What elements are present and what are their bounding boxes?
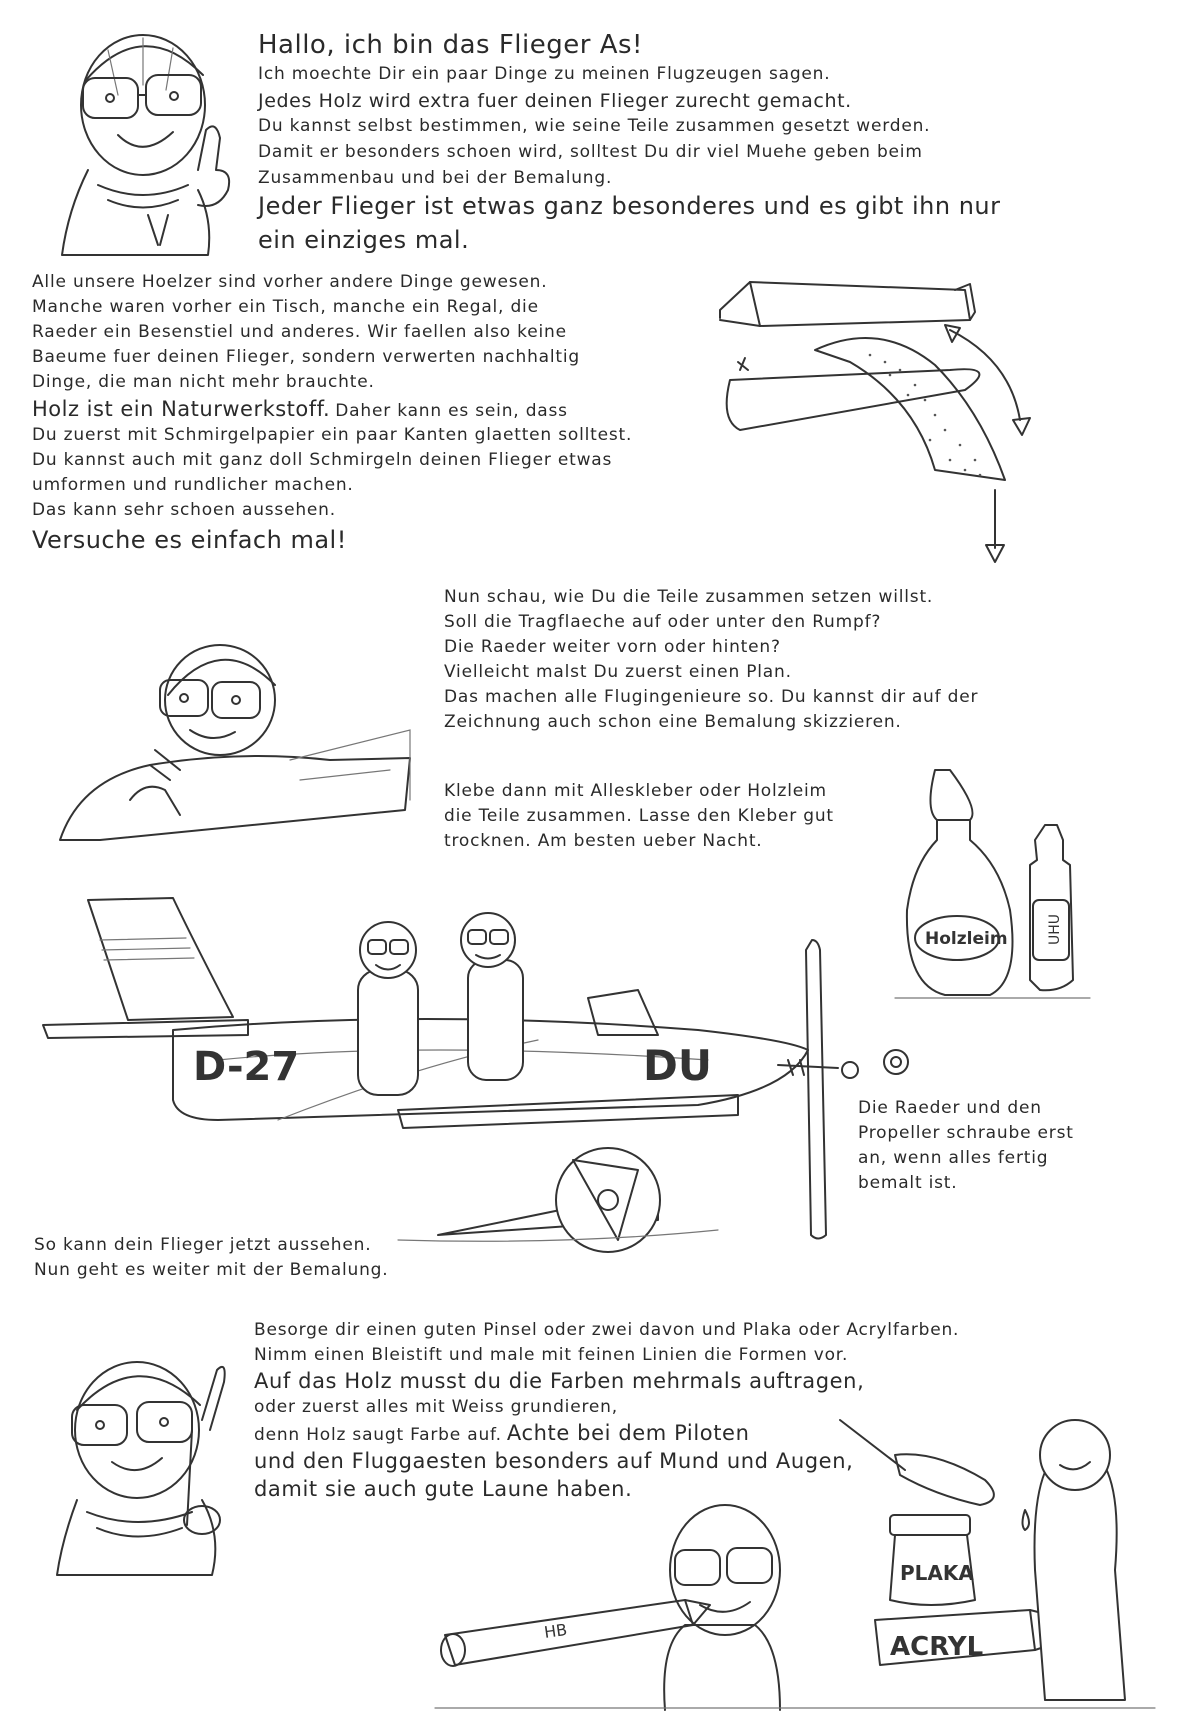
paint-supplies-icon	[435, 1410, 1155, 1710]
wood-line: Dinge, die man nicht mehr brauchte.	[32, 372, 375, 392]
plan-block	[444, 587, 978, 732]
material-head: Holz ist ein Naturwerkstoff.	[32, 397, 331, 421]
sanding-illustration	[720, 270, 1090, 570]
glue-tube-label: UHU	[1047, 913, 1063, 945]
material-line	[32, 397, 632, 421]
wheels-note-line: Die Raeder und den	[858, 1098, 1042, 1118]
sanding-line: Das kann sehr schoen aussehen.	[32, 500, 336, 520]
intro-highlight: ein einziges mal.	[258, 226, 470, 254]
paint-line: damit sie auch gute Laune haben.	[254, 1477, 633, 1501]
intro-line: Damit er besonders schoen wird, solltest Du dir viel Muehe geben beim	[258, 142, 923, 162]
wood-line: Raeder ein Besenstiel und anderes. Wir faellen also keine	[32, 322, 567, 342]
paint-line-b: Achte bei dem Piloten	[506, 1421, 750, 1445]
glue-bottle-label: Holzleim	[925, 929, 1008, 949]
plan-line: Die Raeder weiter vorn oder hinten?	[444, 637, 781, 657]
plan-line: Das machen alle Flugingenieure so. Du kannst dir auf der	[444, 687, 979, 707]
try-it: Versuche es einfach mal!	[32, 526, 347, 554]
sanding-line: Du zuerst mit Schmirgelpapier ein paar Kanten glaetten solltest.	[32, 425, 633, 445]
paint-line-a: denn Holz saugt Farbe auf.	[254, 1425, 502, 1445]
acryl-label: ACRYL	[890, 1632, 984, 1662]
glue-line: die Teile zusammen. Lasse den Kleber gut	[444, 806, 834, 826]
plan-line: Nun schau, wie Du die Teile zusammen setzen willst.	[444, 587, 934, 607]
sanding-line: Du kannst auch mit ganz doll Schmirgeln deinen Flieger etwas	[32, 450, 613, 470]
material-rest: Daher kann es sein, dass	[335, 401, 568, 421]
wood-line: Alle unsere Hoelzer sind vorher andere Dinge gewesen.	[32, 272, 548, 292]
paint-line: Nimm einen Bleistift und male mit feinen Linien die Formen vor.	[254, 1345, 849, 1365]
pilot-painting-icon	[42, 1350, 257, 1580]
wheels-note-line: Propeller schraube erst	[858, 1123, 1074, 1143]
intro-title: Hallo, ich bin das Flieger As!	[258, 30, 643, 60]
result-line: So kann dein Flieger jetzt aussehen.	[34, 1235, 372, 1255]
glue-line: Klebe dann mit Alleskleber oder Holzleim	[444, 781, 827, 801]
paint-line: Auf das Holz musst du die Farben mehrmals auftragen,	[254, 1369, 865, 1393]
paint-line: und den Fluggaesten besonders auf Mund und Augen,	[254, 1449, 854, 1473]
paint-line: oder zuerst alles mit Weiss grundieren,	[254, 1397, 618, 1417]
glue-block	[444, 781, 834, 851]
sanding-line: umformen und rundlicher machen.	[32, 475, 354, 495]
nose-mark: DU	[643, 1041, 712, 1090]
intro-line: Jedes Holz wird extra fuer deinen Flieger zurecht gemacht.	[258, 90, 852, 112]
plan-line: Soll die Tragflaeche auf oder unter den Rumpf?	[444, 612, 882, 632]
registration-mark: D-27	[193, 1044, 300, 1090]
wood-line: Baeume fuer deinen Flieger, sondern verwerten nachhaltig	[32, 347, 580, 367]
pilot-drawing-icon	[40, 640, 420, 850]
airplane-illustration	[18, 890, 938, 1260]
paint-line: Besorge dir einen guten Pinsel oder zwei davon und Plaka oder Acrylfarben.	[254, 1320, 960, 1340]
pilot-pointing-icon	[48, 20, 258, 260]
wood-line: Manche waren vorher ein Tisch, manche ein Regal, die	[32, 297, 539, 317]
intro-block	[258, 30, 1000, 254]
wheels-note-line: an, wenn alles fertig	[858, 1148, 1049, 1168]
intro-line: Du kannst selbst bestimmen, wie seine Teile zusammen gesetzt werden.	[258, 116, 931, 136]
intro-highlight: Jeder Flieger ist etwas ganz besonderes und es gibt ihn nur	[258, 192, 1001, 220]
wheels-note-line: bemalt ist.	[858, 1173, 958, 1193]
pencil-label: HB	[542, 1619, 569, 1642]
intro-line: Ich moechte Dir ein paar Dinge zu meinen Flugzeugen sagen.	[258, 64, 831, 84]
plaka-label: PLAKA	[900, 1561, 974, 1585]
plan-line: Zeichnung auch schon eine Bemalung skizzieren.	[444, 712, 902, 732]
plan-line: Vielleicht malst Du zuerst einen Plan.	[444, 662, 792, 682]
wood-block	[32, 272, 632, 554]
result-line: Nun geht es weiter mit der Bemalung.	[34, 1260, 389, 1280]
intro-line: Zusammenbau und bei der Bemalung.	[258, 168, 613, 188]
glue-line: trocknen. Am besten ueber Nacht.	[444, 831, 763, 851]
